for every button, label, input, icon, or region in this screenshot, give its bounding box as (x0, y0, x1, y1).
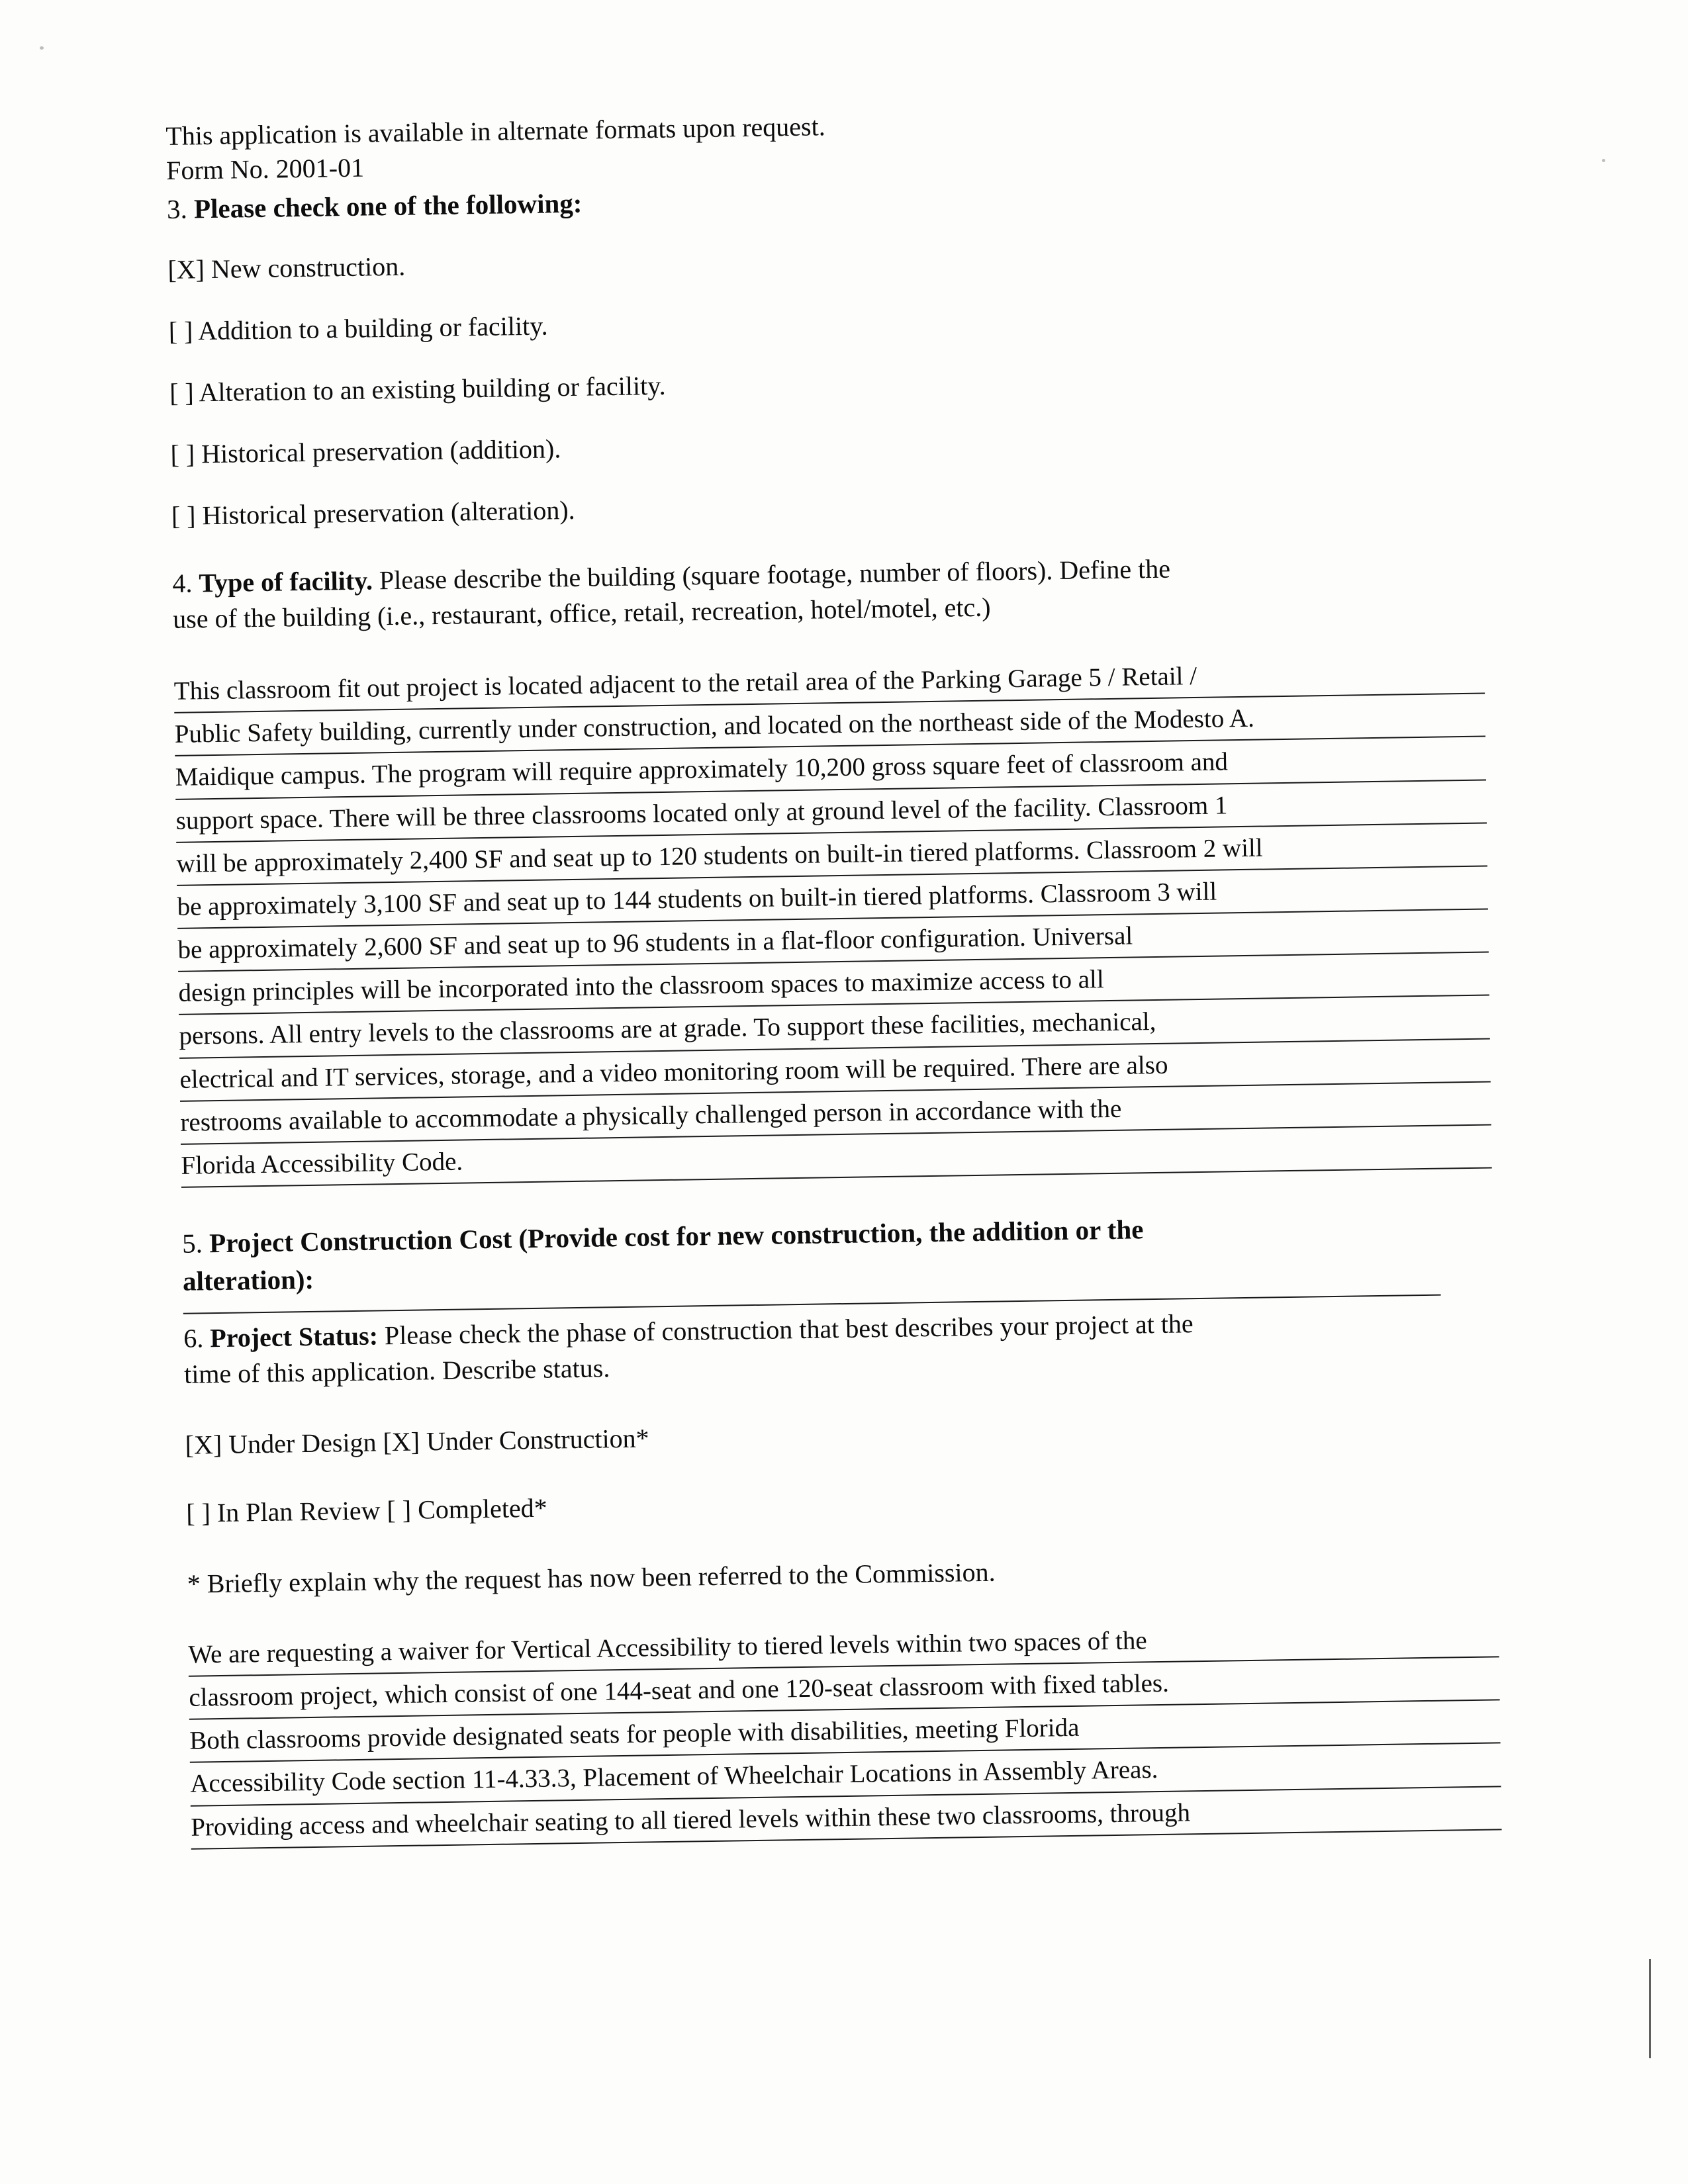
section-4-number: 4. (172, 568, 193, 598)
section-5-title-line1: Project Construction Cost (Provide cost for new construction, the addition or the (209, 1214, 1144, 1259)
footnote-explain: * Briefly explain why the request has now been referred to the Commission. (187, 1557, 996, 1599)
checkbox-addition[interactable]: [ ] Addition to a building or facility. (168, 310, 548, 346)
answer-line: Public Safety building, currently under construction, and located on the northeast side of the Modesto A. (174, 694, 1485, 757)
answer-line: design principles will be incorporated into the classroom spaces to maximize access to all (178, 953, 1489, 1016)
status-row-design-construction[interactable]: [X] Under Design [X] Under Construction* (185, 1423, 649, 1460)
answer-line: This classroom fit out project is located adjacent to the retail area of the Parking Garage 5 / Retail / (173, 651, 1485, 714)
answer-line: support space. There will be three classrooms located only at ground level of the facility. Classroom 1 (175, 780, 1487, 843)
answer-line: Florida Accessibility Code. (181, 1125, 1492, 1188)
answer-line: will be approximately 2,400 SF and seat up to 120 students on built-in tiered platforms. Classroom 2 will (176, 823, 1487, 886)
section-5-title-line2: alteration): (182, 1264, 314, 1297)
header-block (165, 100, 1477, 188)
section-6-title: Project Status: (209, 1320, 379, 1353)
checkbox-historical-alteration[interactable]: [ ] Historical preservation (alteration). (171, 494, 575, 531)
scan-speck (40, 46, 44, 50)
document-body (165, 100, 1502, 1850)
status-row-plan-review-completed[interactable]: [ ] In Plan Review [ ] Completed* (185, 1492, 547, 1528)
checkbox-new-construction[interactable]: [X] New construction. (167, 251, 406, 285)
section-4-title: Type of facility. (199, 565, 373, 598)
section-3-number: 3. (166, 193, 188, 224)
scan-speck (1602, 159, 1605, 162)
answer-line: Maidique campus. The program will require approximately 10,200 gross square feet of classroom and (175, 737, 1486, 800)
section-4-prompt-line2: use of the building (i.e., restaurant, office, retail, recreation, hotel/motel, etc.) (172, 592, 991, 634)
section-4-prompt-line1: Please describe the building (square footage, number of floors). Define the (379, 553, 1171, 596)
answer-line: be approximately 2,600 SF and seat up to 96 students in a flat-floor configuration. Universal (177, 910, 1489, 973)
explanation-line: We are requesting a waiver for Vertical Accessibility to tiered levels within two spaces of the (188, 1614, 1499, 1677)
section-4-answer[interactable] (173, 651, 1491, 1188)
section-6-prompt-line2: time of this application. Describe status. (183, 1353, 610, 1389)
answer-line: electrical and IT services, storage, and a video monitoring room will be required. There are also (179, 1039, 1491, 1102)
section-3-title: Please check one of the following: (193, 187, 583, 224)
section-6-number: 6. (183, 1323, 204, 1353)
checkbox-historical-addition[interactable]: [ ] Historical preservation (addition). (170, 433, 561, 469)
section-5-number: 5. (181, 1228, 203, 1259)
explanation-line: Both classrooms provide designated seats for people with disabilities, meeting Florida (189, 1701, 1501, 1764)
form-number: Form No. 2001-01 (165, 152, 365, 185)
explanation-line: Accessibility Code section 11-4.33.3, Placement of Wheelchair Locations in Assembly Areas. (190, 1744, 1501, 1807)
explanation-line: classroom project, which consist of one 144-seat and one 120-seat classroom with fixed tables. (189, 1657, 1500, 1720)
section-6-prompt-line1: Please check the phase of construction that best describes your project at the (384, 1308, 1194, 1351)
section-6-explanation[interactable] (188, 1614, 1502, 1849)
checkbox-alteration[interactable]: [ ] Alteration to an existing building or facility. (169, 370, 666, 408)
answer-line: be approximately 3,100 SF and seat up to 144 students on built-in tiered platforms. Classroom 3 will (177, 866, 1488, 929)
answer-line: restrooms available to accommodate a physically challenged person in accordance with the (180, 1082, 1491, 1145)
answer-line: persons. All entry levels to the classrooms are at grade. To support these facilities, mechanical, (179, 996, 1490, 1059)
explanation-line: Providing access and wheelchair seating to all tiered levels within these two classrooms, through (191, 1787, 1502, 1850)
availability-note: This application is available in alternate formats upon request. (165, 111, 825, 151)
page-edge-mark (1649, 1959, 1651, 2058)
